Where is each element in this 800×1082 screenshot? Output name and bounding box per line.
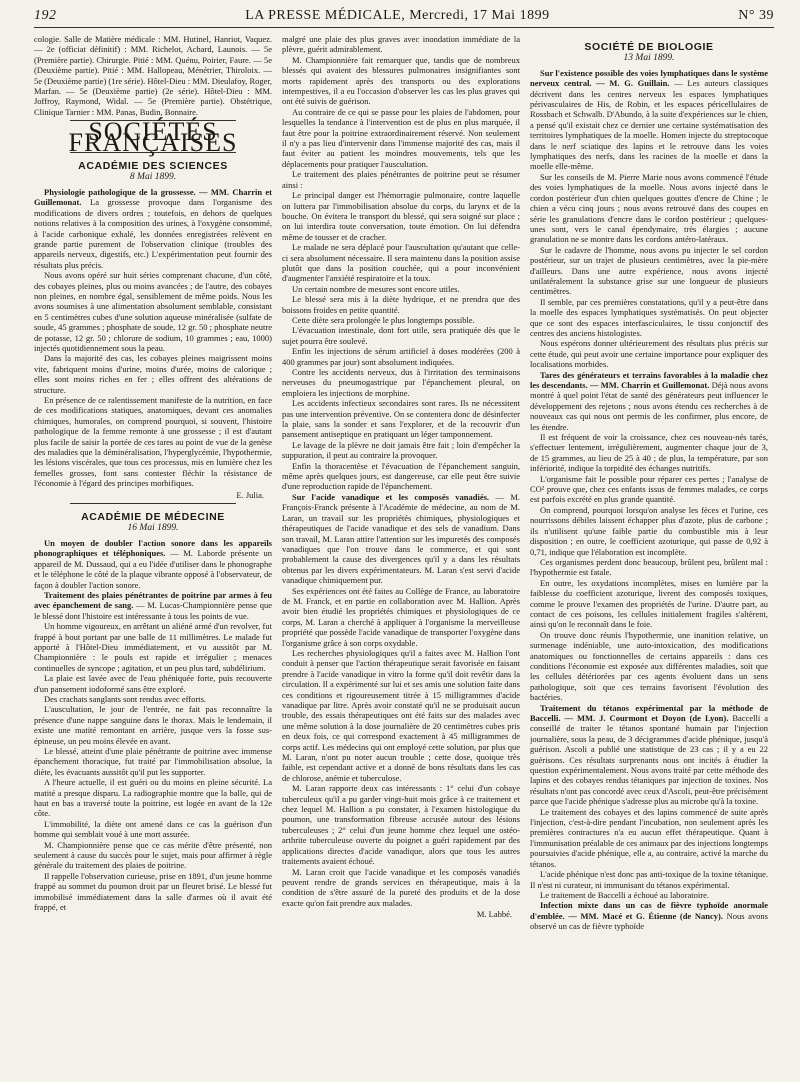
paragraph: En outre, les oxydations incomplètes, mises en lumière par la faiblesse du coefficient azoturique, livrent des composés toxiques, comme le prouve l'examen des propriétés de l'urine. D'autre part, au contact de ces poisons, les cellules initialement fragiles s'altèrent, ainsi qu'on le reconnaît dans le foie. — [530, 577, 768, 630]
paragraph: Enfin les injections de sérum artificiel à doses modérées (200 à 400 grammes par jour) sont absolument indiquées. — [282, 346, 520, 367]
paragraph: Le traitement des cobayes et des lapins commencé de suite après l'injection, c'est-à-dire pendant l'incubation, non seulement après les premières contractures n'a eu aucun effet thérapeutique. Quant à l'immunisation préalable de ces animaux par des injections longtemps poursuivies d'acide phénique, elle a, au contraire, activé la marche du tétanos. — [530, 806, 768, 869]
paragraph: Un homme vigoureux, en arrêtant un aliéné armé d'un revolver, fut frappé à bout portant par une balle de 11 millimètres. Le malade fut apporté à l'Hôtel-Dieu immédiatement, et vu aussitôt par M. Championnière : le pouls est rapide et irrégulier ; menaces continuelles de syncope ; agitation, et un peu plus tard, subdélirium. — [34, 621, 272, 673]
paragraph: Cette diète sera prolongée le plus longtemps possible. — [292, 314, 475, 325]
paragraph: Un certain nombre de mesures sont encore utiles. — [292, 283, 460, 294]
paragraph: A l'heure actuelle, il est guéri ou du moins en pleine sécurité. La matité a presque disparu. La radiographie montre que la balle, qui de haut en bas a traversé toute la poitrine, est logée en avant de la 12e côte. — [34, 777, 272, 819]
paragraph: M. Laran rapporte deux cas intéressants : 1° celui d'un cobaye tuberculeux qu'il a pu garder vingt-huit mois grâce à ce traitement et chez lequel M. Hallion a pu constater, à l'examen histologique du poumon, une transformation fibreuse accusée autour des lésions tuberculeuses ; 2° celui d'un jeune homme chez lequel une ostéo-arthrite tuberculeuse ouverte du poignet a guéri rapidement par des applications directes d'acide vanadique, alors que tous les autres traitements avaient échoué. — [282, 783, 520, 867]
paragraph: M. Championnière pense que ce cas mérite d'être présenté, non seulement à cause du succès pour le sujet, mais pour affirmer à règle générale du traitement des plaies de poitrine. — [34, 839, 272, 871]
session-date: 13 Mai 1899. — [623, 53, 675, 64]
column-2 — [282, 34, 520, 932]
academy-heading: ACADÉMIE DES SCIENCES — [78, 160, 228, 173]
journal-title: LA PRESSE MÉDICALE, Mercredi, 17 Mai 1899 — [245, 8, 550, 23]
paragraph: Sur les conseils de M. Pierre Marie nous avons commencé l'étude des voies lymphatiques de la moelle. Nous avons injecté dans le cordon postérieur d'un chien quelques gouttes d'encre de Chine ; le chien a vécu cinq jours ; nous avons retrouvé dans des coupes en série les granulations d'encre dans le cordon postérieur ; quelques-unes sont, vers le canal épendymaire, très élargies ; aucune granulation ne se montre dans les cordons antéro-latéraux. — [530, 171, 768, 245]
society-heading: SOCIÉTÉ DE BIOLOGIE — [584, 41, 714, 53]
paragraph: malgré une plaie des plus graves avec inondation immédiate de la plèvre, guérit admirablement. — [282, 34, 520, 55]
paragraph: Le lavage de la plèvre ne doit jamais être fait ; loin d'empêcher la suppuration, il peut au contraire la provoquer. — [282, 439, 520, 461]
article-authors: — MM. Charrin et Guillemonat. — [34, 186, 272, 208]
columns — [34, 34, 774, 932]
paragraph: L'évacuation intestinale, dont fort utile, sera pratiquée dès que le sujet pourra être soulevé. — [282, 325, 520, 346]
article-authors: — MM. Macé et G. Étienne (de Nancy). — [568, 910, 723, 921]
article-heading: Physiologie pathologique de la grossesse. — [44, 186, 196, 197]
paragraph: Nous espérons donner ultérieurement des résultats plus précis sur cette étude, qui peut avoir une certaine importance pour expliquer des localisations morbides. — [530, 338, 768, 370]
article-heading: Tares des générateurs et terrains favorables à la maladie chez les descendants. — [530, 369, 768, 390]
paragraph: La grossesse provoque dans l'organisme des modifications de divers ordres ; toutefois, en dehors de quelques notions relatives à la composition des urines, à l'oxygène consommé, à l'acide carbonique exhalé, les données enregistrées relèvent en grande partie purement de l'observation clinique (troubles des appareils nerveux, digestifs, etc.) L'expérimentation peut fournir des résultats plus précis. — [34, 197, 272, 270]
divider — [70, 503, 237, 504]
paragraph: — Les auteurs classiques décrivent dans les centres nerveux les espaces lymphatiques périvasculaires de His, de Robin, et les espaces péricellulaires de Rossbach et Schwalb. D'Abundo, à la suite d'expériences sur le chien, a pensé qu'il existait chez ce dernier une certaine systématisation des territoires lymphatiques de la moelle. Homen injecte du streptocoque dans le nerf sciatique des lapins et le retrouve dans les voies lymphatiques des nerfs, dans les racines de la moelle et dans la moelle elle-même. — [530, 78, 768, 172]
article-heading: Traitement des plaies pénétrantes de poitrine par armes à feu avec épanchement de sang. — [34, 589, 272, 611]
paragraph: Le principal danger est l'hémorragie pulmonaire, contre laquelle on luttera par l'immobilisation absolue du corps, du larynx et de la bouche. On évitera le transport du blessé, qui sera soigné sur place ; on lui interdira toute conversation, toute émotion. On lui défendra même de tousser et de cracher. — [282, 190, 520, 242]
article-heading: Infection mixte dans un cas de fièvre typhoïde anormale d'emblée. — [530, 900, 768, 921]
column-1 — [34, 34, 272, 932]
paragraph: — M. François-Franck présente à l'Académie de médecine, au nom de M. Laran, un travail sur les propriétés chimiques, physiologiques et thérapeutiques de l'acide vanadique et des sels de vanadium. Dans son travail, M. Laran attire l'attention sur les impuretés des composés vanadiques que l'on trouve dans le commerce, et qui sont probablement la cause des divergences qu'il y a dans les résultats obtenus par les divers expérimentateurs. M. Laran s'est servi d'acide vanadique chimiquement pur. — [282, 491, 520, 586]
session-date: 8 Mai 1899. — [129, 172, 177, 183]
paragraph: En présence de ce ralentissement manifeste de la nutrition, en face de ces modifications statiques, anatomiques, devant ces anomalies chimiques, humorales, on comprend pourquoi, si souvent, l'histoire pathologique de la femme remonte à une grossesse ; il est d'autant plus facile de saisir la portée de ces tares au point de vue de la genèse des maladies que la déminéralisation, l'hyperglycémie, l'hypothermie, les lésions viscérales, que tous ces processus, mis en lumière chez les femelles grosses, font sans contester fléchir la résistance de l'économie à l'égard des principes morbifiques. — [34, 395, 272, 489]
paragraph: Nous avons opéré sur huit séries comprenant chacune, d'un côté, des cobayes pleines, plus ou moins avancées ; de l'autre, des cobayes non pleines, en nombre égal, sensiblement de même poids. Nous les avons soumises à une alimentation absolument semblable, consistant en 5 centimètres cubes d'une solution aqueuse minéralisée (sulfate de soude, 45 grammes ; phosphate de soude, 12 gr. 50 ; phosphate neutre de potasse, 12 gr. 50 ; chlorure de sodium, 10 grammes ; eau, 1000) injectés quotidiennement sous la peau. — [34, 270, 272, 353]
paragraph: L'organisme fait le possible pour réparer ces pertes ; l'analyse de CO² prouve que, chez ces enfants issus de femmes malades, ce corps est parfois excrété en plus grande quantité. — [530, 473, 768, 505]
paragraph: Des crachats sanglants sont rendus avec efforts. — [44, 693, 206, 704]
article-heading: Un moyen de doubler l'action sonore dans les appareils phonographiques et téléphoniques. — [34, 537, 272, 559]
column-3 — [530, 34, 768, 932]
paragraph: Les accidents infectieux secondaires sont rares. Ils ne nécessitent pas une intervention préventive. On se contentera donc de désinfecter la plaie, sans la sonder et sans l'explorer, et de la recouvrir d'un pansement antiseptique en pratiquant un léger tamponnement. — [282, 398, 520, 440]
article-heading: Sur l'existence possible des voies lymphatiques dans le système nerveux central. — [530, 67, 768, 89]
page-number: 192 — [34, 8, 57, 23]
article-authors: — MM. Charrin et Guillemonat. — [589, 380, 710, 390]
paragraph: On trouve donc réunis l'hypothermie, une inanition relative, un surmenage indéniable, une auto-intoxication, des modifications anatomiques ou fonctionnelles de certains appareils : dans ces conditions l'économie est exposée aux différentes maladies, soit que les cellules détériorées par ces agents évoluent dans un sens pathologique, soit que ces terrains favorisent l'évolution des bactéries. — [530, 629, 768, 703]
paragraph: Le blessé sera mis à la diète hydrique, et ne prendra que des boissons froides en petite quantité. — [282, 294, 520, 315]
paragraph: L'auscultation, le jour de l'entrée, ne fait pas reconnaître la présence d'une nappe sanguine dans le thorax. Mais le lendemain, il existe une matité remontant en arrière, jusque vers la fosse sus-épineuse, un peu moins élevée en avant. — [34, 704, 272, 746]
paragraph: Il est fréquent de voir la croissance, chez ces nouveau-nés tarés, s'effectuer lentement, irrégulièrement, augmenter chaque jour de 3, de 15 grammes, au lieu de 25 à 40 ; de plus, la température, par son infériorité, indique la torpidité des échanges nutritifs. — [530, 432, 768, 474]
paragraph: M. Laran croit que l'acide vanadique et les composés vanadiés peuvent rendre de grands services en thérapeutique, mais à la condition de s'être assuré de la pureté des produits et de la dose exacte qu'on fait prendre aux malades. — [282, 866, 520, 908]
paragraph: Déjà nous avons montré à quel point l'état de santé des générateurs peut influencer le développement des rejetons ; nous avons étendu ces recherches à de nouveaux cas qui nous ont permis de les confirmer, plus encore, de les étendre. — [530, 380, 768, 432]
paragraph: Contre les accidents nerveux, dus à l'irritation des terminaisons nerveuses du pneumogastrique par l'épanchement pleural, on emploiera les injections de morphine. — [282, 367, 520, 398]
paragraph: Baccelli a conseillé de traiter le tétanos spontané humain par l'injection journalière, sous la peau, de 3 décigrammes d'acide phénique, jusqu'à guérison. Ascoli a publié une statistique de 23 cas ; il y a eu 22 guérisons. Ces résultats surprenants nous ont incités à étudier la question expérimentalement. Nous avons traité par cette méthode des lapins et des cobayes rendus tétaniques par injection de toxines. Nos résultats n'ont pas concordé avec ceux d'Ascoli, peut-être précisément parce que l'acide phénique s'adresse plus au microbe qu'à la toxine. — [530, 713, 768, 807]
paragraph: Il rappelle l'observation curieuse, prise en 1891, d'un jeune homme frappé au sommet du poumon droit par un fleuret brisé. Le blessé fut immobilisé immédiatement dans la salle d'armes où il avait été frappé, et — [34, 870, 272, 913]
issue-number: N° 39 — [738, 8, 774, 23]
paragraph: La plaie est lavée avec de l'eau phéniquée forte, puis recouverte d'un pansement iodoformé sans être exploré. — [34, 673, 272, 694]
academy-heading: ACADÉMIE DE MÉDECINE — [81, 511, 225, 524]
paragraph: Il semble, par ces premières constatations, qu'il y a peut-être dans la moelle des espaces lymphatiques systématisés. On peut objecter que ce sont des espaces interfasciculaires, le tissu conjonctif des centres des anciens histologistes. — [530, 296, 768, 338]
paragraph: Au contraire de ce qui se passe pour les plaies de l'abdomen, pour lesquelles la tendance à l'intervention est de plus en plus marquée, il faut être pour la poitrine extraordinairement réservé. Non seulement il n'y a pas lieu d'intervenir dans l'immense majorité des cas, mais il faut éviter au patient les moindres mouvements, tels que les déplacements pour pratiquer l'auscultation. — [282, 106, 520, 169]
session-date: 16 Mai 1899. — [127, 523, 179, 534]
paragraph: — M. Lucas-Championnière pense que le blessé dont l'histoire est intéressante à tous les points de vue. — [34, 600, 272, 621]
paragraph: Le malade ne sera déplacé pour l'auscultation qu'autant que celle-ci sera absolument nécessaire. Il sera maintenu dans la position assise plutôt que dans la position couchée, qui a pour inconvénient d'augmenter l'anxiété respiratoire et la toux. — [282, 242, 520, 284]
signature: E. Julia. — [236, 489, 264, 500]
article-heading: Sur l'acide vanadique et les composés vanadiés. — [292, 491, 490, 502]
paragraph: Ces organismes perdent donc beaucoup, brûlent peu, brûlent mal : l'hypothermie est fatale. — [530, 556, 768, 578]
paragraph: Dans la majorité des cas, les cobayes pleines maigrissent moins vite, fabriquent moins d'urine, moins d'urée, moins de calorique ; elles sont moins riches en fer ; elles offrent des altérations de structure. — [34, 353, 272, 395]
paragraph: Le blessé, atteint d'une plaie pénétrante de poitrine avec immense épanchement thoracique, fut traité par l'immobilisation absolue, la diète, les évacuants aussitôt qu'il put les supporter. — [34, 746, 272, 777]
paragraph: L'immobilité, la diète ont amené dans ce cas la guérison d'un homme qui semblait voué à une mort assurée. — [34, 818, 272, 840]
section-title: SOCIÉTÉS FRANÇAISES — [68, 117, 238, 157]
signature: M. Labbé. — [476, 909, 512, 920]
paragraph: Le traitement des plaies pénétrantes de poitrine peut se résumer ainsi : — [282, 169, 520, 190]
article-authors: — M. G. Guillain. — [596, 78, 670, 89]
paragraph: Nous avons observé un cas de fièvre typhoïde — [530, 910, 768, 932]
running-header — [34, 8, 774, 28]
paragraph: Enfin la thoracentèse et l'évacuation de l'épanchement sanguin, même après quelques jours, est dangereuse, car elle peut être suivie d'une reproduction rapide de l'épanchement. — [282, 460, 520, 492]
paragraph: Ses expériences ont été faites au Collège de France, au laboratoire de M. Franck, et en partie en collaboration avec M. Hallion. Après avoir bien étudié les propriétés chimiques et physiologiques de ce corps, M. Laran a cherché à appliquer à l'organisme la merveilleuse propriété que possède l'acide vanadique de transporter l'oxygène dans l'organisme grâce à son corps oxydable. — [282, 585, 520, 648]
paragraph: L'acide phénique n'est donc pas anti-toxique de la toxine tétanique. Il n'est ni curateur, ni immunisant du tétanos expérimental. — [530, 869, 768, 890]
paragraph: M. Championnière fait remarquer que, tandis que de nombreux blessés qui avaient des blessures pulmonaires insignifiantes sont morts rapidement après des transports ou des explorations intempestives, il a eu l'occasion d'observer les cas les plus graves qui ont été suivis de guérison. — [282, 54, 520, 107]
paragraph: — M. Laborde présente un appareil de M. Dussaud, qui a eu l'idée d'utiliser dans le phonographe et le téléphone le côté de la plaque vibrante opposé à l'observateur, de façon à doubler l'action sonore. — [34, 548, 272, 590]
article-heading: Traitement du tétanos expérimental par la méthode de Baccelli. — [530, 702, 768, 723]
article-authors: — MM. J. Courmont et Doyon (de Lyon). — [564, 713, 729, 723]
paragraph: Sur le cadavre de l'homme, nous avons pu injecter le sel cordon postérieur, sur un trajet de plusieurs centimètres, avec la pie-mère d'ailleurs. Dans une autre expérience, nous avons injecté unilatéralement la substance grise sur une longueur de plusieurs centimètres. — [530, 244, 768, 297]
exam-juries-text: cologie. Salle de Matière médicale : MM. Hutinel, Hanriot, Vaquez. — 2e (officiat définitif) : MM. Richelot, Achard, Launois. — 5e (Première partie). Chirurgie. Pitié : MM. Quénu, Poirier, Faure. — 5e (Deuxième partie). Pitié : MM. Hallopeau, Ménétrier, Thiroloix. — 5e (Deuxième partie) (1re série). Hôtel-Dieu : MM. Dieulafoy, Roger, Marfan. — 5e (Deuxième partie) (2e série). Hôtel-Dieu : MM. Joffroy, Raymond, Widal. — 5e (Première partie). Obstétrique, Clinique Tarnier : MM. Panas, Budin, Bonnaire. — [34, 34, 272, 117]
paragraph: Le traitement de Baccelli a échoué au laboratoire. — [540, 889, 709, 900]
paragraph: Les recherches physiologiques qu'il a faites avec M. Hallion l'ont conduit à penser que l'action thérapeutique serait favorisée en faisant prendre à l'acide vanadique in vitro la forme qu'il doit revêtir dans la circulation. Il a expérimenté sur lui et ses amis une solution faite dans ces conditions et rigoureusement titrée à 15 milligrammes d'acide vanadique par litre. Après avoir constaté qu'il ne se produisait aucun trouble, des essais thérapeutiques ont été faits sur des malades avec une même solution à la dose journalière de 20 centimètres cubes pris en deux fois, ce qui correspond exactement à 45 milligrammes de corps actif. Les médecins qui ont employé cette solution, par plus que M. Laran, n'ont pu noter aucun trouble ; cette dose, quoique très faible, est cependant active et a donné de bons résultats dans les cas de chlorose, anémie et tuberculose. — [282, 647, 520, 783]
paragraph: On comprend, pourquoi lorsqu'on analyse les fèces et l'urine, ces nourrissons débiles laissent échapper plus d'azote, plus de carbone ; ils n'utilisent qu'une faible partie du combustible mis à leur disposition ; en outre, le coefficient azoturique, qui passe de 0,92 à 0,71, indique que l'élaboration est incomplète. — [530, 504, 768, 557]
